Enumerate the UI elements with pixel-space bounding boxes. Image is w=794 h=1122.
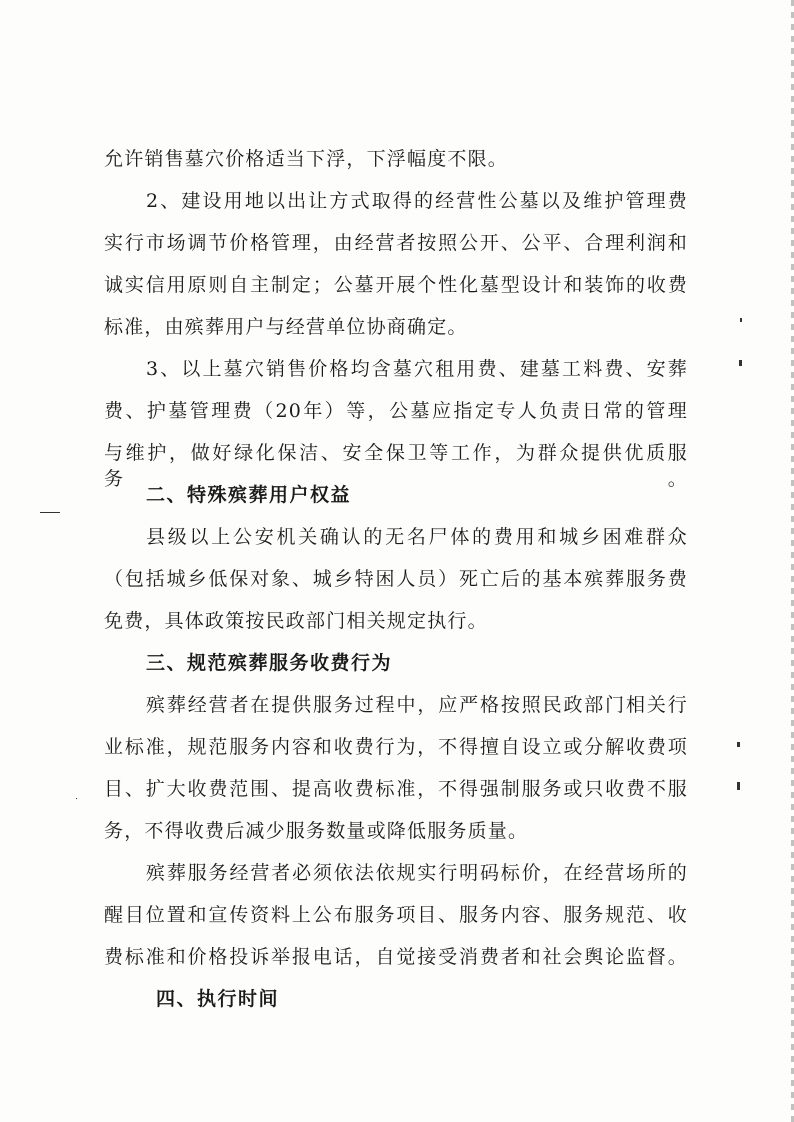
paragraph-line: 费、护墓管理费（20年）等，公墓应指定专人负责日常的管理 [104,400,688,422]
scan-mark [76,798,77,799]
paragraph-line: 殡葬服务经营者必须依法依规实行明码标价，在经营场所的 [146,862,688,884]
paragraph-line: 业标准，规范服务内容和收费行为，不得擅自设立或分解收费项 [104,736,688,758]
paragraph-line: 费标准和价格投诉举报电话，自觉接受消费者和社会舆论监督。 [104,946,688,968]
scan-mark [737,742,740,747]
paragraph-line: 免费，具体政策按民政部门相关规定执行。 [104,610,488,632]
scan-mark [739,360,742,366]
paragraph-line: 2、建设用地以出让方式取得的经营性公墓以及维护管理费 [146,190,688,212]
paragraph-line: 目、扩大收费范围、提高收费标准，不得强制服务或只收费不服 [104,778,688,800]
section-heading: 二、特殊殡葬用户权益 [146,484,352,506]
scan-mark [737,782,740,790]
paragraph-line: （包括城乡低保对象、城乡特困人员）死亡后的基本殡葬服务费 [104,568,688,590]
scan-mark [740,318,742,322]
scan-mark [40,512,60,513]
paragraph-line: 殡葬经营者在提供服务过程中，应严格按照民政部门相关行 [146,694,688,716]
section-heading: 四、执行时间 [156,988,280,1010]
paragraph-line: 3、以上墓穴销售价格均含墓穴租用费、建墓工料费、安葬 [146,358,688,380]
paragraph-line: 标准，由殡葬用户与经营单位协商确定。 [104,316,468,338]
paragraph-line: 务，不得收费后减少服务数量或降低服务质量。 [104,820,529,842]
paragraph-line: 允许销售墓穴价格适当下浮，下浮幅度不限。 [104,148,509,170]
paragraph-line: 诚实信用原则自主制定；公墓开展个性化墓型设计和装饰的收费 [104,274,688,296]
paragraph-line: 与维护，做好绿化保洁、安全保卫等工作，为群众提供优质服务。 [104,442,688,490]
paragraph-line: 县级以上公安机关确认的无名尸体的费用和城乡困难群众 [146,526,688,548]
paragraph-line: 醒目位置和宣传资料上公布服务项目、服务内容、服务规范、收 [104,904,688,926]
section-heading: 三、规范殡葬服务收费行为 [146,652,393,674]
paragraph-line: 实行市场调节价格管理，由经营者按照公开、公平、合理利润和 [104,232,688,254]
